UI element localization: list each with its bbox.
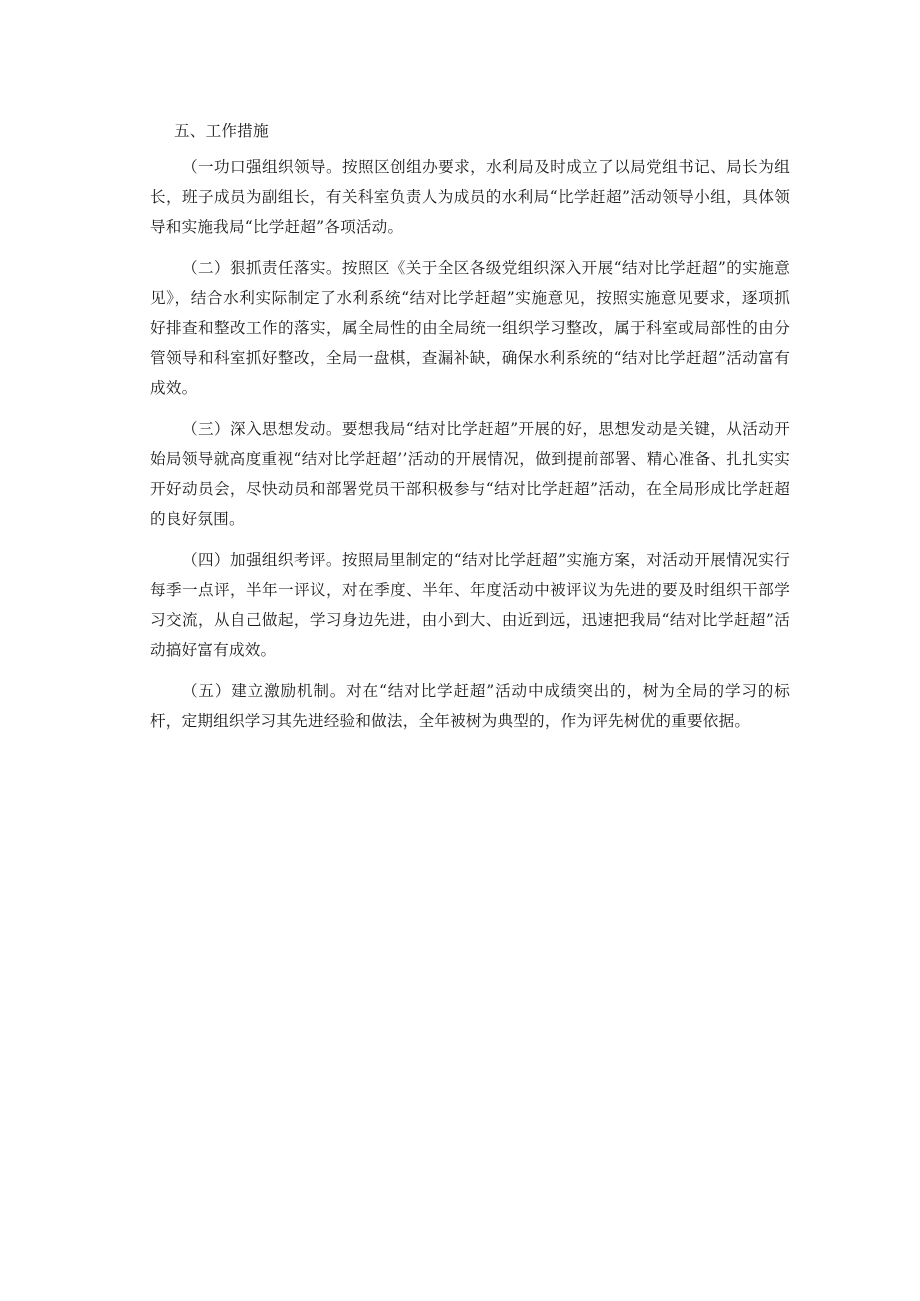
paragraph-4-evaluation: （四）加强组织考评。按照局里制定的“结对比学赶超”实施方案，对活动开展情况实行每季一点评，半年一评议，对在季度、半年、年度活动中被评议为先进的要及时组织干部学习交流，从自己做起，学习身边先进，由小到大、由近到远，迅速把我局“结对比学赶超”活动搞好富有成效。 — [150, 551, 790, 659]
paragraph-5-incentive: （五）建立激励机制。对在“结对比学赶超”活动中成绩突出的，树为全局的学习的标杆，定期组织学习其先进经验和做法，全年被树为典型的，作为评先树优的重要依据。 — [150, 682, 790, 730]
paragraph-2-responsibility: （二）狠抓责任落实。按照区《关于全区各级党组织深入开展“结对比学赶超”的实施意见》，结合水利实际制定了水利系统“结对比学赶超”实施意见，按照实施意见要求，逐项抓好排查和整改工作的落实，属全局性的由全局统一组织学习整改，属于科室或局部性的由分管领导和科室抓好整改，全局一盘棋，查漏补缺，确保水利系统的“结对比学赶超”活动富有成效。 — [150, 259, 790, 397]
paragraph-1-leadership: （一功口强组织领导。按照区创组办要求，水利局及时成立了以局党组书记、局长为组长，班子成员为副组长，有关科室负责人为成员的水利局“比学赶超”活动领导小组，具体领导和实施我局“比学赶超”各项活动。 — [150, 158, 790, 236]
paragraph-3-mobilization: （三）深入思想发动。要想我局“结对比学赶超”开展的好，思想发动是关键，从活动开始局领导就高度重视“结对比学赶超’’活动的开展情况，做到提前部署、精心准备、扎扎实实开好动员会，尽快动员和部署党员干部积极参与“结对比学赶超”活动，在全局形成比学赶超的良好氛围。 — [150, 420, 790, 528]
section-heading: 五、工作措施 — [174, 122, 269, 140]
document-body — [150, 116, 790, 747]
